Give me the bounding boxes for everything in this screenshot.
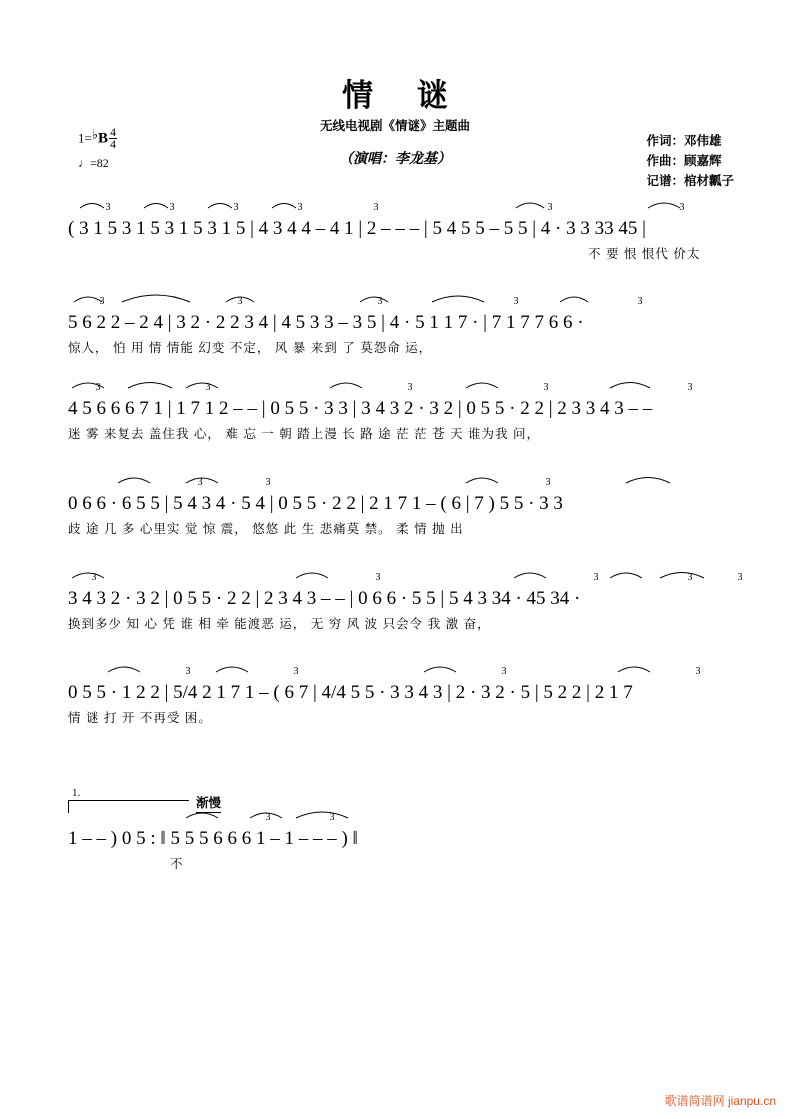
triplet-mark: 3 <box>169 202 175 213</box>
music-system-4 <box>68 477 768 539</box>
note-row: 1 – – ) 0 5 : ‖ 5 5 5 6 6 6 1 – 1 – – – ) ‖ <box>68 828 358 849</box>
singer-line: （演唱：李龙基） <box>339 150 451 166</box>
triplet-row-1 <box>68 202 768 214</box>
music-system-1 <box>68 202 768 264</box>
triplet-mark: 3 <box>237 296 243 307</box>
subtitle: 无线电视剧《情谜》主题曲 <box>319 119 470 133</box>
triplet-mark: 3 <box>637 296 643 307</box>
triplet-mark: 3 <box>501 666 507 677</box>
note-row: 3 4 3 2 · 3 2 | 0 5 5 · 2 2 | 2 3 4 3 – – | 0 6 6 · 5 5 | 5 4 3 34 · 45 34 · <box>68 588 581 609</box>
triplet-mark: 3 <box>593 572 599 583</box>
ending-number: 1. <box>72 787 81 799</box>
rit-marking: 渐慢 <box>196 793 221 813</box>
triplet-mark: 3 <box>293 666 299 677</box>
page-title: 情 谜 <box>342 78 466 113</box>
triplet-row-5 <box>68 572 768 584</box>
triplet-mark: 3 <box>297 202 303 213</box>
note-row: 5 6 2 2 – 2 4 | 3 2 · 2 2 3 4 | 4 5 3 3 – 3 5 | 4 · 5 1 1 7 · | 7 1 7 7 6 6 · <box>68 312 584 333</box>
key-letter: B <box>97 130 108 147</box>
credit-transcriber: 记谱：棺材瓤子 <box>646 174 734 188</box>
triplet-mark: 3 <box>513 296 519 307</box>
triplet-mark: 3 <box>91 572 97 583</box>
triplet-mark: 3 <box>233 202 239 213</box>
music-system-3 <box>68 382 768 444</box>
triplet-mark: 3 <box>95 382 101 393</box>
watermark-cn: 歌谱简谱网 <box>664 1094 725 1108</box>
triplet-mark: 3 <box>373 202 379 213</box>
key-tempo-block <box>78 125 117 171</box>
triplet-mark: 3 <box>679 202 685 213</box>
triplet-mark: 3 <box>407 382 413 393</box>
music-system-5 <box>68 572 768 634</box>
music-system-7 <box>68 812 768 874</box>
triplet-mark: 3 <box>185 666 191 677</box>
tempo-marking: ♩=82 <box>78 156 109 170</box>
triplet-mark: 3 <box>105 202 111 213</box>
triplet-mark: 3 <box>205 382 211 393</box>
music-system-6 <box>68 666 768 728</box>
meter-denominator: 4 <box>110 137 116 151</box>
lyric-row: 不 <box>170 857 184 871</box>
note-row: 4 5 6 6 6 7 1 | 1 7 1 2 – – | 0 5 5 · 3 3 | 3 4 3 2 · 3 2 | 0 5 5 · 2 2 | 2 3 3 4 3 – – <box>68 398 653 419</box>
triplet-mark: 3 <box>99 296 105 307</box>
triplet-mark: 3 <box>375 572 381 583</box>
meter-numerator: 4 <box>110 125 116 139</box>
triplet-mark: 3 <box>265 812 271 823</box>
lyric-row: 情 谜 打 开 不再受 困。 <box>68 711 212 725</box>
triplet-mark: 3 <box>377 296 383 307</box>
watermark <box>665 1092 776 1109</box>
music-system-2 <box>68 296 768 358</box>
key-label: 1= <box>78 130 92 146</box>
watermark-en: jianpu.cn <box>727 1094 776 1108</box>
triplet-mark: 3 <box>329 812 335 823</box>
triplet-mark: 3 <box>265 477 271 488</box>
triplet-mark: 3 <box>543 382 549 393</box>
credit-lyricist: 作词：邓伟雄 <box>646 134 722 148</box>
triplet-mark: 3 <box>695 666 701 677</box>
credit-composer: 作曲：顾嘉辉 <box>646 154 722 168</box>
triplet-row-3 <box>68 382 768 394</box>
lyric-row: 惊人， 怕 用 情 情能 幻变 不定， 风 暴 来到 了 莫怨命 运， <box>68 341 433 355</box>
lyric-row: 迷 雾 来复去 盖住我 心， 难 忘 一 朝 踏上漫 长 路 途 茫 茫 苍 天 谁为我 问， <box>68 427 541 441</box>
key-signature <box>78 125 117 154</box>
note-row: 0 5 5 · 1 2 2 | 5/4 2 1 7 1 – ( 6 7 | 4/4 5 5 · 3 3 4 3 | 2 · 3 2 · 5 | 5 2 2 | 2 1 7 <box>68 682 633 703</box>
triplet-row-7 <box>68 812 768 824</box>
credits-block <box>646 131 734 191</box>
triplet-row-4 <box>68 477 768 489</box>
triplet-mark: 3 <box>687 572 693 583</box>
lyric-row: 歧 途 几 多 心里实 觉 惊 震， 悠悠 此 生 悲痛莫 禁。 柔 情 抛 出 <box>68 522 464 536</box>
triplet-mark: 3 <box>545 477 551 488</box>
time-signature <box>109 127 117 150</box>
triplet-mark: 3 <box>197 477 203 488</box>
triplet-mark: 3 <box>737 572 743 583</box>
note-row: 0 6 6 · 6 5 5 | 5 4 3 4 · 5 4 | 0 5 5 · 2 2 | 2 1 7 1 – ( 6 | 7 ) 5 5 · 3 3 <box>68 493 563 514</box>
triplet-row-6 <box>68 666 768 678</box>
lyric-row: 换到多少 知 心 凭 谁 相 牵 能渡恶 运， 无 穷 风 波 只会令 我 激 奋， <box>68 617 491 631</box>
triplet-row-2 <box>68 296 768 308</box>
lyric-row: 不 要 恨 恨代 价太 <box>588 247 701 261</box>
note-row: ( 3 1 5 3 1 5 3 1 5 3 1 5 | 4 3 4 4 – 4 1 | 2 – – – | 5 4 5 5 – 5 5 | 4 · 3 3 33 45 | <box>68 218 646 239</box>
flat-icon: ♭ <box>91 127 98 143</box>
triplet-mark: 3 <box>687 382 693 393</box>
triplet-mark: 3 <box>547 202 553 213</box>
